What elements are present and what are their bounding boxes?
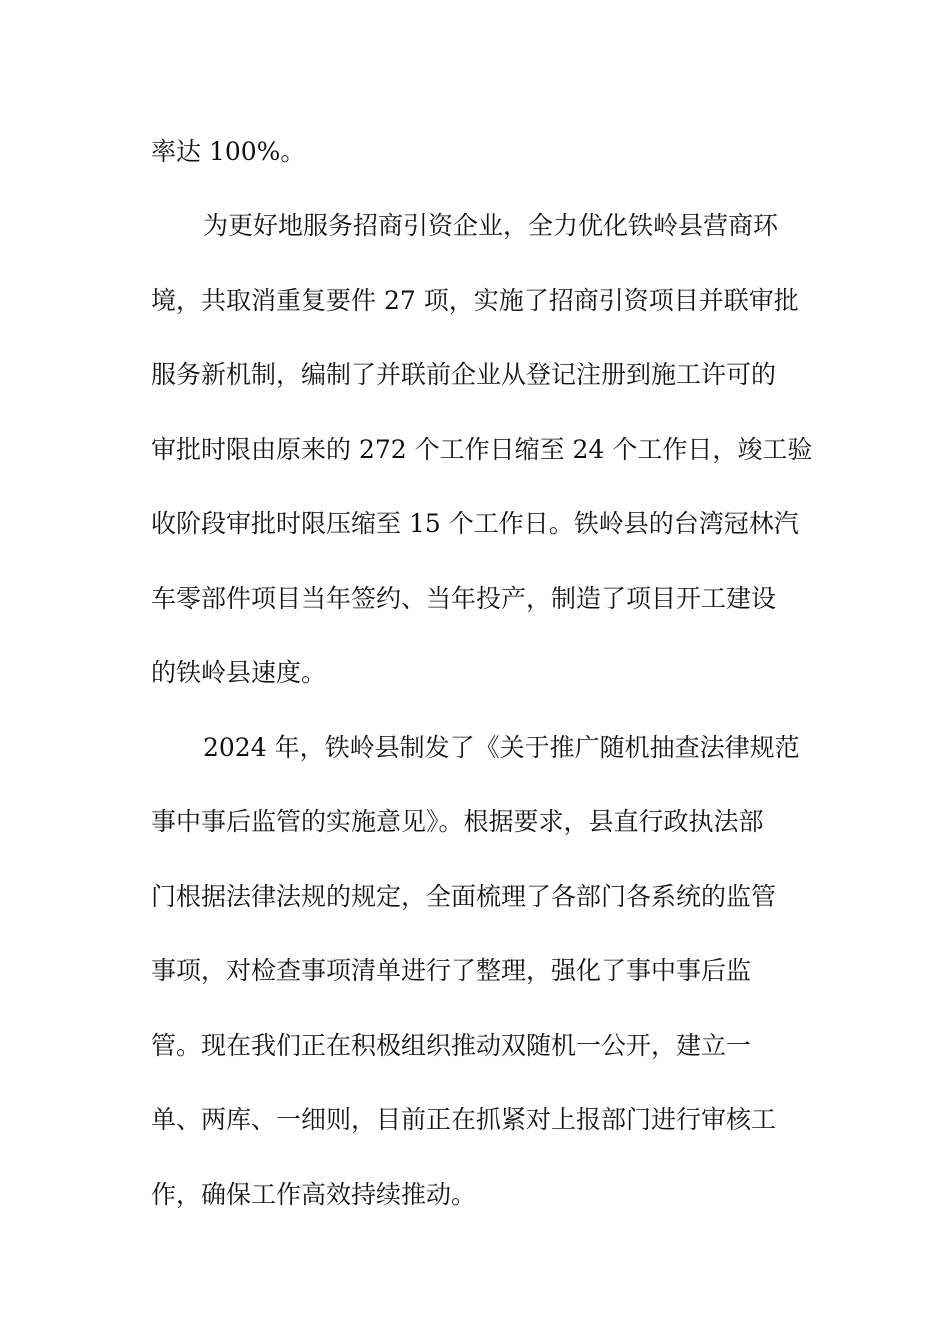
- text-line: 车零部件项目当年签约、当年投产，制造了项目开工建设: [151, 584, 777, 613]
- text-line: 事项，对检查事项清单进行了整理，强化了事中事后监: [151, 956, 752, 985]
- paragraph-start-line: 2024 年，铁岭县制发了《关于推广随机抽查法律规范: [203, 733, 800, 762]
- text-line: 的铁岭县速度。: [151, 658, 327, 687]
- text-line: 单、两库、一细则，目前正在抓紧对上报部门进行审核工: [151, 1105, 777, 1134]
- paragraph-start-line: 为更好地服务招商引资企业，全力优化铁岭县营商环: [203, 211, 779, 240]
- text-line: 境，共取消重复要件 27 项，实施了招商引资项目并联审批: [151, 286, 799, 315]
- text-line: 管。现在我们正在积极组织推动双随机一公开，建立一: [151, 1031, 752, 1060]
- text-line: 门根据法律法规的规定，全面梳理了各部门各系统的监管: [151, 882, 777, 911]
- text-line: 审批时限由原来的 272 个工作日缩至 24 个工作日，竣工验: [151, 435, 813, 464]
- text-line: 作，确保工作高效持续推动。: [151, 1180, 477, 1209]
- text-line: 事中事后监管的实施意见》。根据要求，县直行政执法部: [151, 807, 764, 836]
- text-line: 收阶段审批时限压缩至 15 个工作日。铁岭县的台湾冠林汽: [151, 509, 799, 538]
- text-line: 服务新机制，编制了并联前企业从登记注册到施工许可的: [151, 360, 777, 389]
- text-line: 率达 100%。: [151, 137, 306, 166]
